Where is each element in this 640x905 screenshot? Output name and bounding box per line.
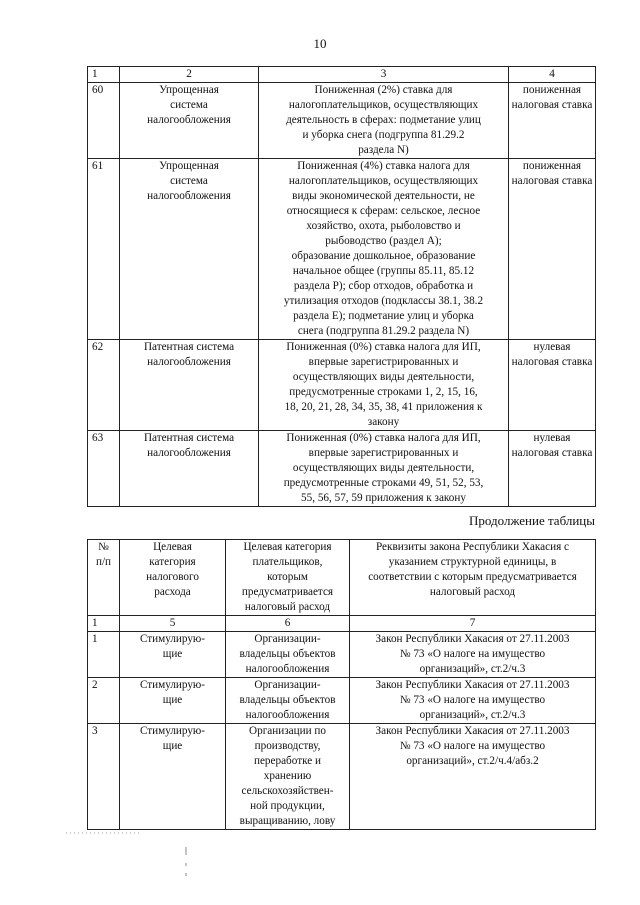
rate-type-cell <box>509 159 596 340</box>
payer-category-cell-line: Организации по <box>249 725 326 737</box>
target-category-cell-line: Стимулирую- <box>139 633 206 645</box>
table-row <box>88 724 596 830</box>
description-cell-line: Пониженная (2%) ставка для <box>314 84 453 96</box>
table-row <box>88 340 596 431</box>
column-number-row <box>88 616 596 632</box>
description-cell-line: налогоплательщиков, осуществляющих <box>288 99 479 111</box>
header-payer-category-line: которым <box>267 571 308 583</box>
payer-category-cell-line: переработке и <box>253 755 321 767</box>
column-number: 1 <box>88 67 120 83</box>
payer-category-cell-line: Организации- <box>254 679 321 691</box>
tax-system-cell <box>120 83 259 159</box>
column-number: 1 <box>88 616 120 632</box>
law-details-cell-line: № 73 «О налоге на имущество <box>399 694 546 706</box>
header-target-category-line: Целевая <box>153 541 192 553</box>
description-cell-line: рыбоводство (раздел A); <box>325 235 442 247</box>
tax-system-cell-line: Патентная система <box>143 432 235 444</box>
row-number: 2 <box>88 678 120 724</box>
table-row <box>88 632 596 678</box>
target-category-cell-line: Стимулирую- <box>139 679 206 691</box>
law-details-cell <box>350 632 596 678</box>
rate-type-cell <box>509 431 596 507</box>
header-number-line: п/п <box>95 556 112 568</box>
target-category-cell-line: Стимулирую- <box>139 725 206 737</box>
column-number: 2 <box>120 67 259 83</box>
description-cell-line: деятельность в сферах: подметание улиц <box>286 114 481 126</box>
law-details-cell <box>350 678 596 724</box>
table-row <box>88 159 596 340</box>
scan-artifact-marks <box>66 829 206 889</box>
payer-category-cell <box>226 724 350 830</box>
tax-system-cell <box>120 431 259 507</box>
tax-system-cell-line: Упрощенная <box>159 160 219 172</box>
column-number: 3 <box>259 67 509 83</box>
description-cell-line: утилизация отходов (подклассы 38.1, 38.2 <box>283 295 484 307</box>
law-details-cell-line: Закон Республики Хакасия от 27.11.2003 <box>375 725 570 737</box>
column-number: 6 <box>226 616 350 632</box>
header-row <box>88 540 596 616</box>
rate-type-cell-line: нулевая <box>533 432 571 444</box>
header-payer-category-line: налоговый расход <box>244 601 331 613</box>
header-payer-category-line: Целевая категория <box>243 541 332 553</box>
law-details-cell-line: Закон Республики Хакасия от 27.11.2003 <box>375 633 570 645</box>
target-category-cell <box>120 678 226 724</box>
description-cell-line: закону <box>367 416 400 428</box>
description-cell-line: снега (подгруппа 81.29.2 раздела N) <box>297 325 470 337</box>
column-number-row <box>88 67 596 83</box>
column-number: 5 <box>120 616 226 632</box>
header-payer-category-line: плательщиков, <box>252 556 323 568</box>
payer-category-cell-line: владельцы объектов <box>239 648 336 660</box>
rate-type-cell-line: налоговая ставка <box>511 99 593 111</box>
payer-category-cell-line: сельскохозяйствен- <box>241 785 334 797</box>
tax-system-cell <box>120 159 259 340</box>
row-number: 62 <box>88 340 120 431</box>
description-cell-line: раздела P); сбор отходов, обработка и <box>293 280 474 292</box>
payer-category-cell-line: хранению <box>263 770 312 782</box>
rate-type-cell-line: налоговая ставка <box>511 356 593 368</box>
description-cell-line: впервые зарегистрированных и <box>308 356 459 368</box>
payer-category-cell-line: выращиванию, лову <box>239 815 336 827</box>
description-cell-line: Пониженная (4%) ставка налога для <box>297 160 470 172</box>
header-law-details-line: указанием структурной единицы, в <box>388 556 557 568</box>
description-cell-line: Пониженная (0%) ставка налога для ИП, <box>286 432 481 444</box>
law-details-cell <box>350 724 596 830</box>
payer-category-cell-line: налогообложения <box>245 709 330 721</box>
law-details-cell-line: № 73 «О налоге на имущество <box>399 740 546 752</box>
law-details-cell-line: организаций», ст.2/ч.3 <box>419 663 526 675</box>
description-cell-line: осуществляющих виды деятельности, <box>292 462 475 474</box>
payer-category-cell-line: Организации- <box>254 633 321 645</box>
row-number: 3 <box>88 724 120 830</box>
row-number: 60 <box>88 83 120 159</box>
header-law-details-line: Реквизиты закона Республики Хакасия с <box>375 541 569 553</box>
description-cell-line: и уборка снега (подгруппа 81.29.2 <box>302 129 465 141</box>
table-row <box>88 83 596 159</box>
description-cell-line: налогоплательщиков, осуществляющих <box>288 175 479 187</box>
header-number-line: № <box>98 541 109 553</box>
law-details-cell-line: № 73 «О налоге на имущество <box>399 648 546 660</box>
description-cell <box>259 340 509 431</box>
header-law-details-line: соответствии с которым предусматривается <box>368 571 577 583</box>
payer-category-cell <box>226 678 350 724</box>
description-cell-line: относящиеся к сферам: сельское, лесное <box>286 205 481 217</box>
column-number: 4 <box>509 67 596 83</box>
rate-type-cell-line: нулевая <box>533 341 571 353</box>
description-cell-line: 55, 56, 57, 59 приложения к закону <box>301 492 466 504</box>
header-target-category-line: категория <box>149 556 196 568</box>
payer-category-cell-line: производству, <box>254 740 321 752</box>
table-row <box>88 678 596 724</box>
description-cell-line: начальное общее (группы 85.11, 85.12 <box>292 265 475 277</box>
target-category-cell <box>120 724 226 830</box>
law-details-cell-line: организаций», ст.2/ч.3 <box>419 709 526 721</box>
header-target-category-line: расхода <box>154 586 191 598</box>
header-number <box>88 540 120 616</box>
row-number: 63 <box>88 431 120 507</box>
tax-system-cell-line: Патентная система <box>143 341 235 353</box>
tax-system-cell-line: налогообложения <box>147 190 231 202</box>
description-cell-line: виды экономической деятельности, не <box>292 190 475 202</box>
description-cell-line: осуществляющих виды деятельности, <box>292 371 475 383</box>
tax-expense-table-continued <box>87 66 596 507</box>
payer-category-cell-line: владельцы объектов <box>239 694 336 706</box>
description-cell-line: Пониженная (0%) ставка налога для ИП, <box>286 341 481 353</box>
description-cell-line: предусмотренные строками 1, 2, 15, 16, <box>289 386 478 398</box>
payer-category-cell <box>226 632 350 678</box>
header-target-category <box>120 540 226 616</box>
tax-system-cell-line: система <box>170 175 208 187</box>
header-payer-category-line: предусматривается <box>241 586 334 598</box>
description-cell-line: раздела N) <box>358 144 409 156</box>
tax-system-cell-line: Упрощенная <box>159 84 219 96</box>
payer-category-cell-line: ной продукции, <box>250 800 325 812</box>
table-row <box>88 431 596 507</box>
rate-type-cell-line: налоговая ставка <box>511 175 593 187</box>
rate-type-cell <box>509 83 596 159</box>
rate-type-cell <box>509 340 596 431</box>
page-number: 10 <box>313 36 327 51</box>
header-target-category-line: налогового <box>146 571 199 583</box>
target-category-cell-line: щие <box>162 648 183 660</box>
column-number: 7 <box>350 616 596 632</box>
description-cell <box>259 159 509 340</box>
description-cell-line: раздела E); подметание улиц и уборка <box>293 310 474 322</box>
header-law-details-line: налоговый расход <box>429 586 516 598</box>
law-details-cell-line: организаций», ст.2/ч.4/абз.2 <box>406 755 539 767</box>
tax-system-cell-line: система <box>170 99 208 111</box>
target-category-cell-line: щие <box>162 740 183 752</box>
header-payer-category <box>226 540 350 616</box>
description-cell-line: 18, 20, 21, 28, 34, 35, 38, 41 приложения к <box>284 401 483 413</box>
tax-system-cell-line: налогообложения <box>147 356 231 368</box>
target-category-cell <box>120 632 226 678</box>
description-cell <box>259 83 509 159</box>
description-cell-line: хозяйство, охота, рыболовство и <box>306 220 461 232</box>
description-cell-line: впервые зарегистрированных и <box>308 447 459 459</box>
payer-category-cell-line: налогообложения <box>245 663 330 675</box>
description-cell <box>259 431 509 507</box>
law-details-cell-line: Закон Республики Хакасия от 27.11.2003 <box>375 679 570 691</box>
row-number: 61 <box>88 159 120 340</box>
header-law-details <box>350 540 596 616</box>
rate-type-cell-line: налоговая ставка <box>511 447 593 459</box>
tax-system-cell-line: налогообложения <box>147 447 231 459</box>
rate-type-cell-line: пониженная <box>522 84 582 96</box>
target-category-cell-line: щие <box>162 694 183 706</box>
tax-system-cell-line: налогообложения <box>147 114 231 126</box>
description-cell-line: предусмотренные строками 49, 51, 52, 53, <box>283 477 484 489</box>
row-number: 1 <box>88 632 120 678</box>
table-continuation-label: Продолжение таблицы <box>469 513 595 528</box>
rate-type-cell-line: пониженная <box>522 160 582 172</box>
tax-expense-category-table <box>87 539 596 830</box>
description-cell-line: образование дошкольное, образование <box>291 250 476 262</box>
tax-system-cell <box>120 340 259 431</box>
